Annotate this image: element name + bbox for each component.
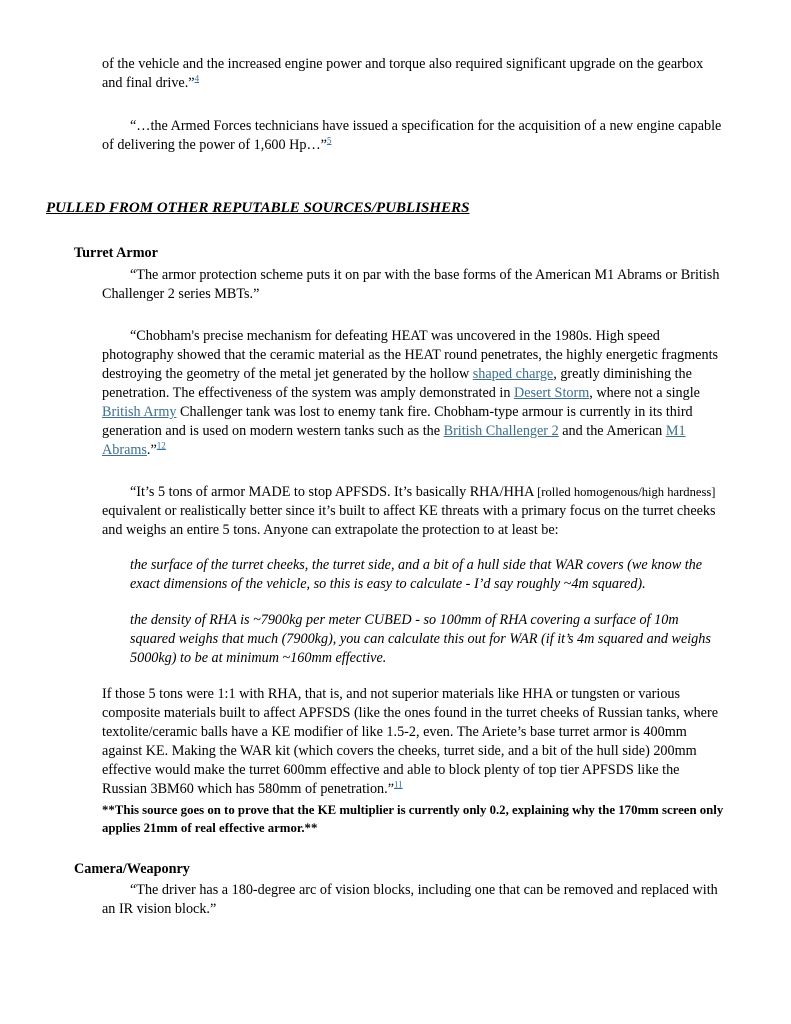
italic-quote-surface: the surface of the turret cheeks, the turret side, and a bit of a hull side that WAR covers (we know the exact dimensions of the vehicle, so this is easy to calculate - I’d say roughly ~4m squared). bbox=[130, 557, 703, 592]
quote-armor-protection: “The armor protection scheme puts it on par with the base forms of the American M1 Abrams or British Challenger 2 series MBTs.” bbox=[102, 267, 720, 302]
quote-text: “…the Armed Forces technicians have issued a specification for the acquisition of a new engine capable of delivering the power of 1,600 Hp…” bbox=[102, 118, 722, 153]
paragraph-engine-upgrade bbox=[102, 55, 724, 93]
section-heading: PULLED FROM OTHER REPUTABLE SOURCES/PUBLISHERS bbox=[46, 200, 470, 216]
quote-driver-vision: “The driver has a 180-degree arc of vision blocks, including one that can be removed and replaced with an IR vision block.” bbox=[102, 882, 718, 917]
camera-weaponry-heading: Camera/Weaponry bbox=[74, 861, 190, 877]
footnote-link-12[interactable]: 12 bbox=[156, 440, 166, 451]
italic-quote-density: the density of RHA is ~7900kg per meter CUBED - so 100mm of RHA covering a surface of 10m squared weighs that much (7900kg), you can calculate this out for WAR (if it’s 4m squared and weighs 5000kg) to be at minimum ~160mm effective. bbox=[130, 612, 711, 666]
link-desert-storm[interactable]: Desert Storm bbox=[513, 385, 590, 401]
footnote-link-5[interactable]: 5 bbox=[326, 135, 332, 146]
footnote-link-4[interactable]: 4 bbox=[194, 73, 200, 84]
paragraph-conclusion: If those 5 tons were 1:1 with RHA, that is, and not superior materials like HHA or tungsten or various composite materials built to affect APFSDS (like the ones found in the turret cheeks of Russian tanks, where textolite/ceramic balls have a KE modifier of like 1.5-2, even. The Ariete’s base turret armor is 400mm against KE. Making the WAR kit (which covers the cheeks, turret side, and a bit of the hull side) 200mm effective would make the turret 600mm effective and able to block plenty of top tier APFSDS like the Russian 3BM60 which has 580mm of penetration.”$^{11}$ bbox=[102, 686, 718, 797]
bracket-note: [rolled homogenous/high hardness] bbox=[537, 485, 716, 499]
bold-note-ke-multiplier: **This source goes on to prove that the KE multiplier is currently only 0.2, explaining why the 170mm screen only applies 21mm of real effective armor.** bbox=[102, 803, 724, 835]
paragraph-text: of the vehicle and the increased engine power and torque also required significant upgrade on the gearbox and final drive.” bbox=[102, 56, 704, 91]
link-shaped-charge[interactable]: shaped charge bbox=[472, 366, 554, 382]
quote-war-armor: “It’s 5 tons of armor MADE to stop APFSDS. It’s basically RHA/HHA [rolled homogenous/high hardness] equivalent or realistically better since it’s built to affect KE threats with a primary focus on the turret cheeks and weighs an entire 5 tons. Anyone can extrapolate the protection to at least be: bbox=[102, 484, 716, 538]
link-m1-abrams[interactable]: M1 Abrams bbox=[102, 423, 686, 458]
quote-engine-spec bbox=[102, 117, 724, 155]
turret-armor-heading: Turret Armor bbox=[74, 245, 158, 261]
footnote-link-11[interactable]: 11 bbox=[394, 779, 403, 790]
link-british-challenger-2[interactable]: British Challenger 2 bbox=[443, 423, 559, 439]
link-british-army[interactable]: British Army bbox=[102, 404, 177, 420]
quote-chobham: “Chobham's precise mechanism for defeating HEAT was uncovered in the 1980s. High speed photography showed that the ceramic material as the HEAT round penetrates, the highly energetic fragments destroying the geometry of the metal jet generated by the hollow shaped charge, greatly diminishing the penetration. The effectiveness of the system was amply demonstrated in Desert Storm, where not a single British Army Challenger tank was lost to enemy tank fire. Chobham-type armour is currently in its third generation and is used on modern western tanks such as the British Challenger 2 and the American M1 Abrams.”$^{12}$ bbox=[102, 328, 719, 458]
